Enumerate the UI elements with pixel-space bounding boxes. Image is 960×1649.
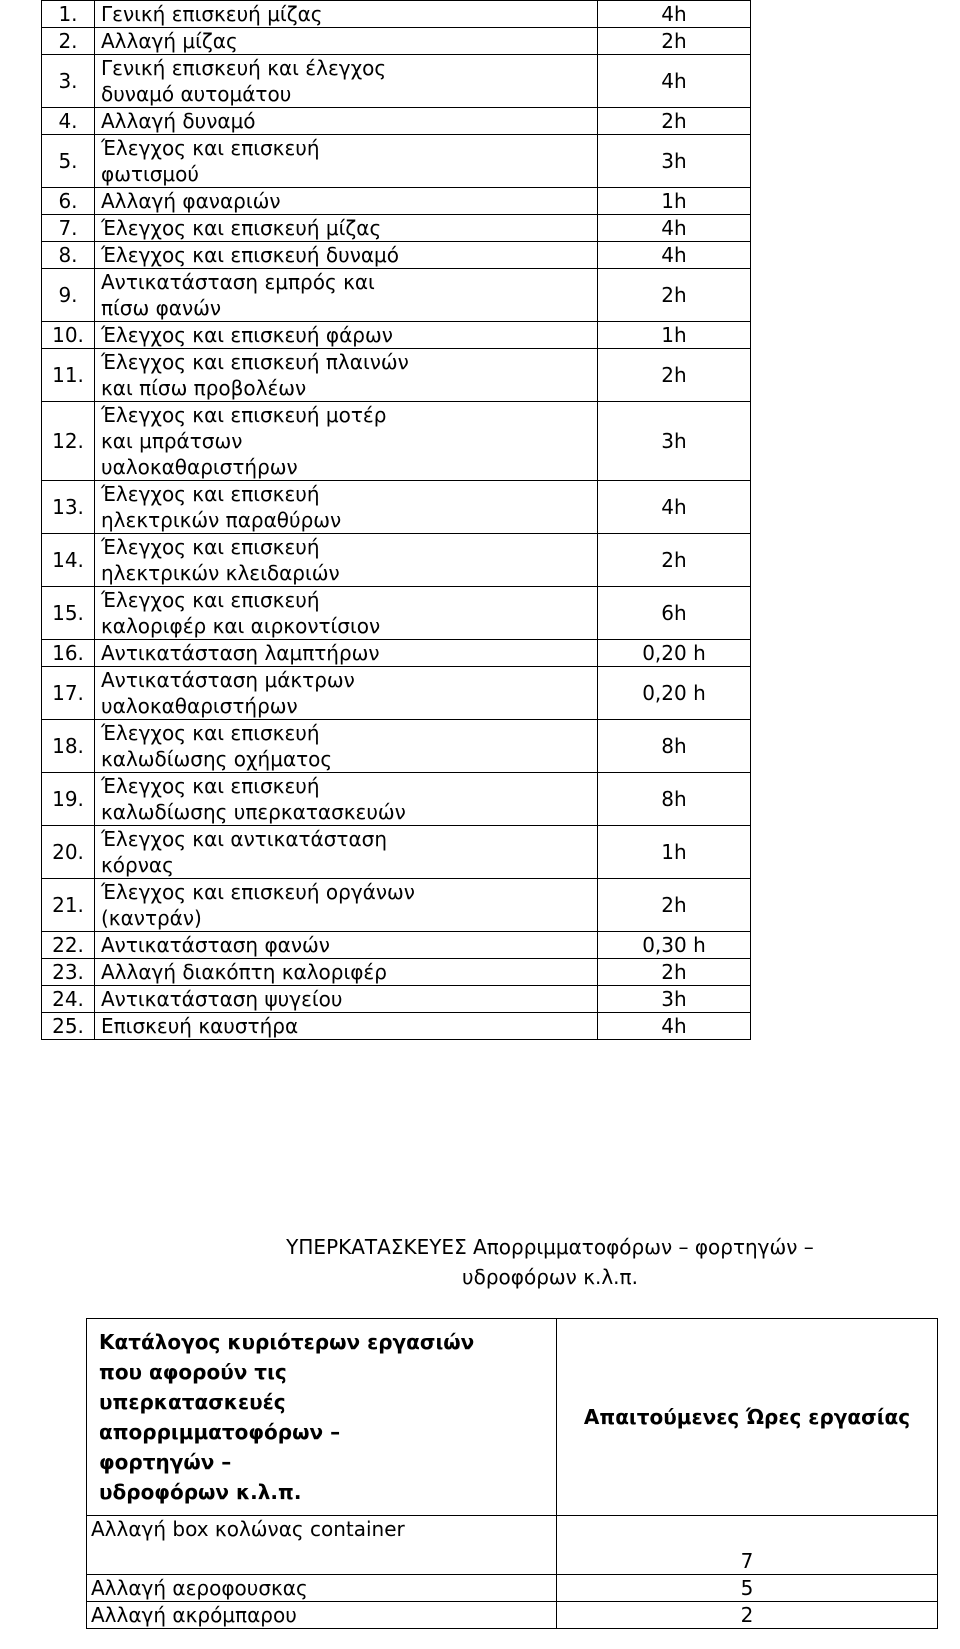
task-description-line: Γενική επισκευή και έλεγχος [101, 56, 387, 80]
task-description-line: Έλεγχος και αντικατάσταση [101, 827, 387, 851]
section-heading-line1: ΥΠΕΡΚΑΤΑΣΚΕΥΕΣ Απορριμματοφόρων – φορτηγών – [286, 1235, 814, 1259]
table-row [42, 1, 751, 28]
task-description [95, 1, 598, 28]
task-description-line: Έλεγχος και επισκευή φάρων [101, 323, 393, 347]
task-hours: 6h [598, 587, 751, 640]
task-description-line: ηλεκτρικών κλειδαριών [101, 561, 340, 585]
repair-tasks-table [41, 0, 751, 1040]
task-hours: 2h [598, 28, 751, 55]
task-description-line: Έλεγχος και επισκευή [101, 588, 320, 612]
task-description-line: Έλεγχος και επισκευή [101, 774, 320, 798]
task-number: 22. [42, 932, 95, 959]
task-description [95, 773, 598, 826]
task-number: 15. [42, 587, 95, 640]
table-row [42, 667, 751, 720]
task-description-line: καλωδίωσης οχήματος [101, 747, 333, 771]
task-number: 23. [42, 959, 95, 986]
task-description [95, 534, 598, 587]
task-number: 6. [42, 188, 95, 215]
task-description-line: Έλεγχος και επισκευή μίζας [101, 216, 382, 240]
task-hours: 3h [598, 135, 751, 188]
task-hours: 4h [598, 1013, 751, 1040]
table-row [42, 640, 751, 667]
header-tasks [87, 1319, 557, 1516]
task-hours: 0,20 h [598, 667, 751, 720]
table-row [87, 1575, 938, 1602]
task-description-line: (καντράν) [101, 906, 202, 930]
task-hours: 4h [598, 55, 751, 108]
table-row [87, 1516, 938, 1575]
table-row [87, 1602, 938, 1629]
task-description-line: Γενική επισκευή μίζας [101, 2, 323, 26]
task-hours: 1h [598, 322, 751, 349]
task-description-line: Έλεγχος και επισκευή [101, 535, 320, 559]
header-tasks-line: φορτηγών – [99, 1450, 232, 1474]
task-hours: 0,30 h [598, 932, 751, 959]
task-hours: 4h [598, 242, 751, 269]
header-tasks-line: υδροφόρων κ.λ.π. [99, 1480, 302, 1504]
task-description-line: Αλλαγή μίζας [101, 29, 238, 53]
task-description-line: Έλεγχος και επισκευή [101, 136, 320, 160]
table-row [42, 932, 751, 959]
task-description [95, 640, 598, 667]
table-row [42, 322, 751, 349]
table-row [42, 188, 751, 215]
table-row [42, 879, 751, 932]
task-number: 18. [42, 720, 95, 773]
task-description-line: και μπράτσων [101, 429, 243, 453]
task-description-line: Έλεγχος και επισκευή πλαινών [101, 350, 409, 374]
table-row [42, 534, 751, 587]
task-description [95, 879, 598, 932]
task-hours: 8h [598, 773, 751, 826]
table-row [42, 587, 751, 640]
task-description [95, 242, 598, 269]
table-row [42, 720, 751, 773]
task-hours: 8h [598, 720, 751, 773]
task-description-line: Έλεγχος και επισκευή [101, 721, 320, 745]
task-hours: 1h [598, 188, 751, 215]
task-description [95, 667, 598, 720]
task-hours: 2h [598, 269, 751, 322]
task-description-line: Αλλαγή φαναριών [101, 189, 281, 213]
task-description-line: Έλεγχος και επισκευή οργάνων [101, 880, 415, 904]
header-tasks-line: απορριμματοφόρων – [99, 1420, 341, 1444]
task-description-line: κόρνας [101, 853, 174, 877]
task-description-line: υαλοκαθαριστήρων [101, 694, 298, 718]
task-number: 10. [42, 322, 95, 349]
task-description-line: Αντικατάσταση εμπρός και [101, 270, 375, 294]
row-task: Αλλαγή box κολώνας container [87, 1516, 557, 1575]
task-number: 20. [42, 826, 95, 879]
row-task: Αλλαγή ακρόμπαρου [87, 1602, 557, 1629]
task-description-line: Αντικατάσταση φανών [101, 933, 330, 957]
task-number: 19. [42, 773, 95, 826]
row-hours: 2 [557, 1602, 938, 1629]
task-number: 2. [42, 28, 95, 55]
task-description-line: Αλλαγή δυναμό [101, 109, 256, 133]
task-number: 1. [42, 1, 95, 28]
table-row [42, 269, 751, 322]
task-description [95, 55, 598, 108]
task-description [95, 28, 598, 55]
task-description-line: ηλεκτρικών παραθύρων [101, 508, 342, 532]
section-heading [240, 1232, 860, 1292]
task-number: 9. [42, 269, 95, 322]
task-description-line: υαλοκαθαριστήρων [101, 455, 298, 479]
header-tasks-line: υπερκατασκευές [99, 1390, 286, 1414]
task-description-line: πίσω φανών [101, 296, 222, 320]
task-description [95, 826, 598, 879]
task-description-line: Αντικατάσταση ψυγείου [101, 987, 343, 1011]
row-hours: 5 [557, 1575, 938, 1602]
task-description [95, 720, 598, 773]
task-description [95, 322, 598, 349]
task-number: 8. [42, 242, 95, 269]
task-number: 11. [42, 349, 95, 402]
task-description-line: Αντικατάσταση λαμπτήρων [101, 641, 380, 665]
task-description [95, 959, 598, 986]
table-row [42, 986, 751, 1013]
task-number: 17. [42, 667, 95, 720]
task-hours: 2h [598, 959, 751, 986]
task-number: 3. [42, 55, 95, 108]
task-description [95, 269, 598, 322]
task-description-line: και πίσω προβολέων [101, 376, 307, 400]
task-number: 4. [42, 108, 95, 135]
task-hours: 3h [598, 402, 751, 481]
task-description-line: Έλεγχος και επισκευή [101, 482, 320, 506]
table-row [42, 481, 751, 534]
task-number: 5. [42, 135, 95, 188]
task-number: 21. [42, 879, 95, 932]
task-hours: 3h [598, 986, 751, 1013]
task-hours: 4h [598, 215, 751, 242]
table-row [42, 135, 751, 188]
table-row [42, 28, 751, 55]
task-hours: 4h [598, 1, 751, 28]
table-row [42, 242, 751, 269]
table-row [42, 959, 751, 986]
table-row [42, 1013, 751, 1040]
table-row [42, 55, 751, 108]
task-description-line: Έλεγχος και επισκευή μοτέρ [101, 403, 387, 427]
table-row [42, 773, 751, 826]
task-description [95, 932, 598, 959]
table-row [42, 108, 751, 135]
task-description [95, 986, 598, 1013]
task-description [95, 135, 598, 188]
task-description [95, 402, 598, 481]
task-description [95, 349, 598, 402]
task-description-line: Επισκευή καυστήρα [101, 1014, 299, 1038]
table-row [42, 402, 751, 481]
task-description-line: καλοριφέρ και αιρκοντίσιον [101, 614, 381, 638]
task-description [95, 215, 598, 242]
task-description-line: φωτισμού [101, 162, 199, 186]
task-number: 24. [42, 986, 95, 1013]
task-number: 25. [42, 1013, 95, 1040]
task-description-line: Έλεγχος και επισκευή δυναμό [101, 243, 400, 267]
task-hours: 4h [598, 481, 751, 534]
task-description [95, 108, 598, 135]
row-hours: 7 [557, 1516, 938, 1575]
task-hours: 1h [598, 826, 751, 879]
task-hours: 2h [598, 534, 751, 587]
task-number: 16. [42, 640, 95, 667]
header-hours: Απαιτούμενες Ώρες εργασίας [557, 1319, 938, 1516]
task-description-line: δυναμό αυτομάτου [101, 82, 292, 106]
task-hours: 2h [598, 879, 751, 932]
task-hours: 0,20 h [598, 640, 751, 667]
task-description-line: καλωδίωσης υπερκατασκευών [101, 800, 406, 824]
superstructure-tasks-table [86, 1318, 938, 1629]
task-number: 12. [42, 402, 95, 481]
task-description-line: Αντικατάσταση μάκτρων [101, 668, 355, 692]
table-row [42, 826, 751, 879]
task-hours: 2h [598, 108, 751, 135]
task-description [95, 188, 598, 215]
table-row [42, 215, 751, 242]
table-row [42, 349, 751, 402]
section-heading-line2: υδροφόρων κ.λ.π. [462, 1265, 638, 1289]
task-description [95, 1013, 598, 1040]
task-number: 7. [42, 215, 95, 242]
task-number: 14. [42, 534, 95, 587]
task-hours: 2h [598, 349, 751, 402]
table-header-row [87, 1319, 938, 1516]
task-description-line: Αλλαγή διακόπτη καλοριφέρ [101, 960, 387, 984]
task-number: 13. [42, 481, 95, 534]
header-tasks-line: που αφορούν τις [99, 1360, 287, 1384]
row-task: Αλλαγή αεροφουσκας [87, 1575, 557, 1602]
header-tasks-line: Κατάλογος κυριότερων εργασιών [99, 1330, 475, 1354]
task-description [95, 587, 598, 640]
task-description [95, 481, 598, 534]
